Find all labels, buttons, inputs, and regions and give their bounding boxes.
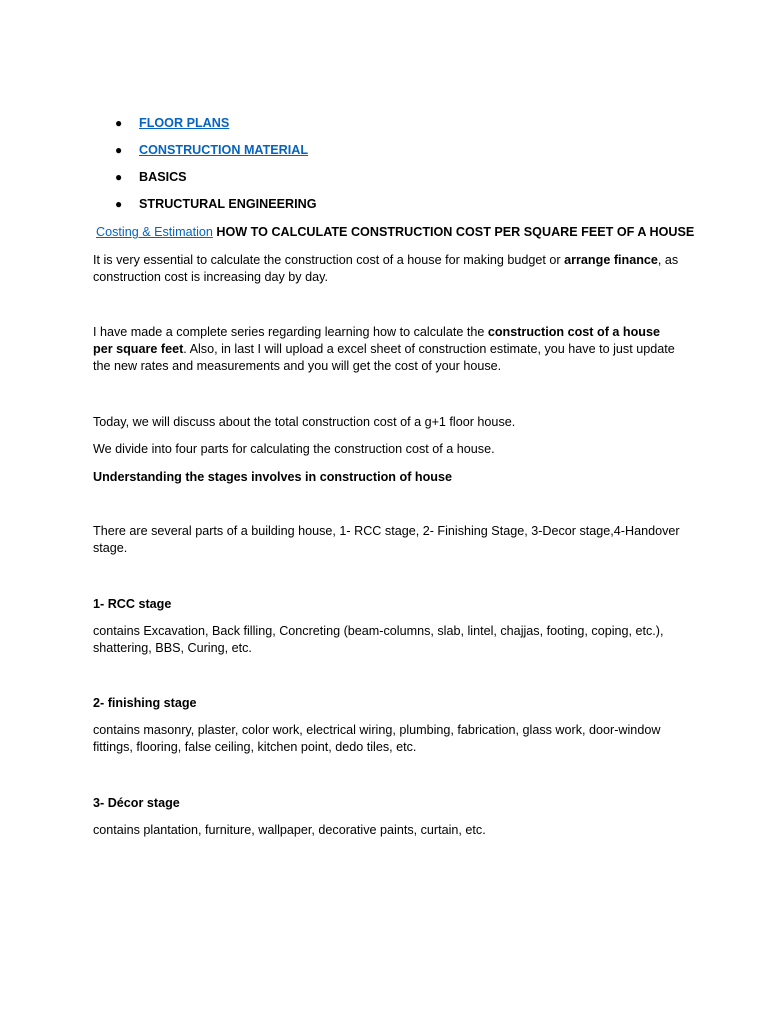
- series-text: I have made a complete series regarding learning how to calculate the: [93, 325, 488, 339]
- intro-text: It is very essential to calculate the construction cost of a house for making budget or: [93, 253, 565, 267]
- decor-stage-text: contains plantation, furniture, wallpaper, decorative paints, curtain, etc.: [93, 823, 486, 837]
- series-emphasis: construction cost of a house per square feet: [93, 325, 660, 356]
- stages-heading: Understanding the stages involves in construction of house: [93, 470, 452, 484]
- bullet-icon: ●: [115, 116, 123, 130]
- divide-paragraph: We divide into four parts for calculating the construction cost of a house.: [93, 442, 495, 456]
- nav-item-floor-plans[interactable]: [93, 115, 317, 142]
- finishing-stage-heading: 2- finishing stage: [93, 696, 197, 710]
- category-nav-list: [93, 115, 317, 223]
- structural-engineering-label: STRUCTURAL ENGINEERING: [139, 197, 317, 211]
- nav-item-basics: [93, 169, 317, 196]
- bullet-icon: ●: [115, 143, 123, 157]
- construction-material-link[interactable]: CONSTRUCTION MATERIAL: [139, 143, 309, 157]
- series-paragraph: [93, 324, 683, 375]
- today-paragraph: Today, we will discuss about the total construction cost of a g+1 floor house.: [93, 415, 516, 429]
- rcc-stage-text: contains Excavation, Back filling, Concreting (beam-columns, slab, lintel, chajjas, footing, coping, etc.), shattering, BBS, Curing, etc.: [93, 624, 664, 655]
- category-link[interactable]: Costing & Estimation: [96, 225, 213, 239]
- article-header: [93, 224, 694, 241]
- intro-emphasis: arrange finance: [564, 253, 658, 267]
- bullet-icon: ●: [115, 170, 123, 184]
- basics-label: BASICS: [139, 170, 187, 184]
- rcc-stage-heading: 1- RCC stage: [93, 597, 172, 611]
- nav-item-structural-engineering: [93, 196, 317, 223]
- series-text-end: . Also, in last I will upload a excel sheet of construction estimate, you have to just update the new rates and measurements and you will get the cost of your house.: [93, 342, 675, 373]
- decor-stage-heading: 3- Décor stage: [93, 796, 180, 810]
- intro-paragraph: [93, 252, 683, 286]
- parts-paragraph: There are several parts of a building house, 1- RCC stage, 2- Finishing Stage, 3-Decor stage,4-Handover stage.: [93, 524, 680, 555]
- article-title: HOW TO CALCULATE CONSTRUCTION COST PER SQUARE FEET OF A HOUSE: [216, 225, 695, 239]
- floor-plans-link[interactable]: FLOOR PLANS: [139, 116, 230, 130]
- nav-item-construction-material[interactable]: [93, 142, 317, 169]
- finishing-stage-text: contains masonry, plaster, color work, electrical wiring, plumbing, fabrication, glass work, door-window fittings, flooring, false ceiling, kitchen point, dedo tiles, etc.: [93, 723, 661, 754]
- bullet-icon: ●: [115, 197, 123, 211]
- intro-text-end: , as construction cost is increasing day by day.: [93, 253, 679, 284]
